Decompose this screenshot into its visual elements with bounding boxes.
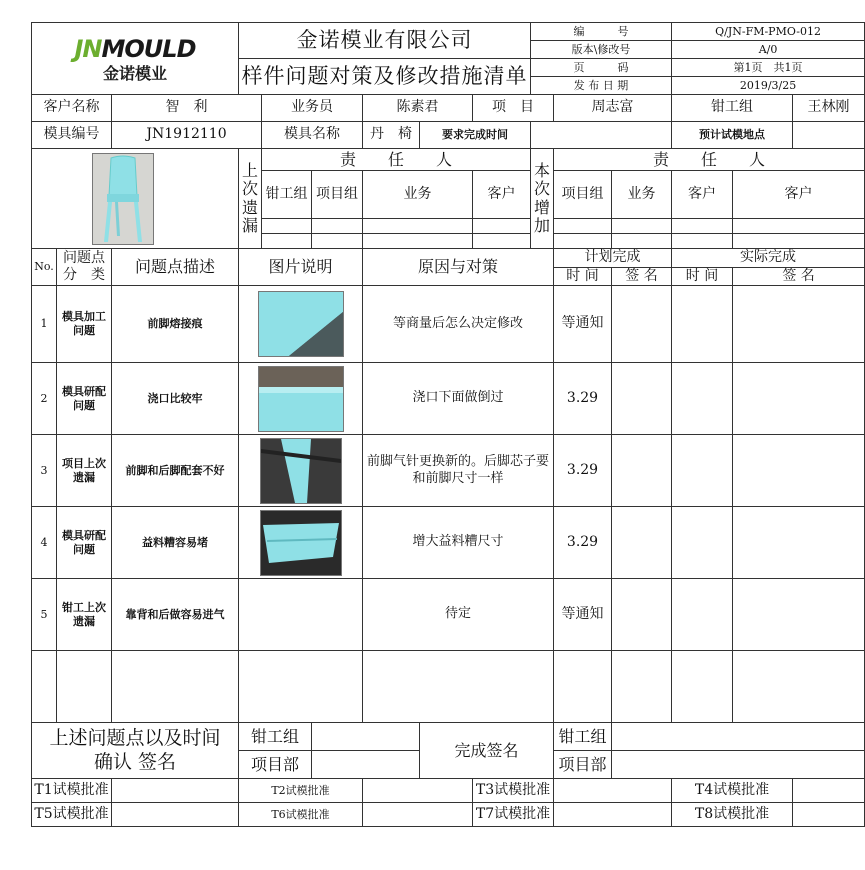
col-plan-time: 时 间 <box>554 267 612 286</box>
col-pic: 图片说明 <box>239 249 363 286</box>
sample-photo-cell <box>32 149 239 249</box>
resp-col-project: 项目组 <box>312 171 363 219</box>
resp-title-left: 责 任 人 <box>262 149 531 171</box>
trial-value <box>793 122 865 149</box>
trial-approval-4: T4试模批准 <box>672 779 793 803</box>
issue-no: 2 <box>32 363 57 435</box>
issue-desc: 益料糟容易堵 <box>112 507 239 579</box>
issue-photo-cell <box>239 286 363 363</box>
trial-approval-3: T3试模批准 <box>473 779 554 803</box>
footer-fitter-2: 钳工组 <box>554 723 612 751</box>
meta-label-1: 编 号 <box>531 23 672 41</box>
project-value: 周志富 <box>554 95 672 122</box>
fitter-value: 王林刚 <box>793 95 865 122</box>
col-no: No. <box>32 249 57 286</box>
meta-value-3: 第1页 共1页 <box>672 59 865 77</box>
col-cause: 原因与对策 <box>363 249 554 286</box>
issue-category: 模具研配问题 <box>57 507 112 579</box>
issue-photo <box>258 291 344 357</box>
company-logo-cn: 金诺模业 <box>102 63 167 83</box>
issue-cause: 待定 <box>363 579 554 651</box>
trial-approval-8: T8试模批准 <box>672 803 793 827</box>
issue-photo <box>258 366 344 432</box>
issue-plan-time: 等通知 <box>554 286 612 363</box>
table-row <box>32 435 865 507</box>
issue-category: 模具加工问题 <box>57 286 112 363</box>
issue-no: 1 <box>32 286 57 363</box>
resp-col-customer: 客户 <box>473 171 531 219</box>
resp-col-sales-r: 业务 <box>612 171 672 219</box>
issue-no: 5 <box>32 579 57 651</box>
done-sign-label: 完成签名 <box>420 723 554 779</box>
mold-no-value: JN1912110 <box>112 122 262 149</box>
trial-approval-2: T2试模批准 <box>239 779 363 803</box>
logo-cell <box>32 23 239 95</box>
meta-label-4: 发 布 日 期 <box>531 77 672 95</box>
issue-photo-cell <box>239 363 363 435</box>
footer-project-2: 项目部 <box>554 751 612 779</box>
issue-photo <box>260 438 342 504</box>
resp-col-customer-r: 客户 <box>672 171 733 219</box>
resp-col-fitter: 钳工组 <box>262 171 312 219</box>
trial-approval-5: T5试模批准 <box>32 803 112 827</box>
issue-cause: 浇口下面做倒过 <box>363 363 554 435</box>
sample-chair-photo <box>92 153 154 245</box>
project-label: 项 目 <box>473 95 554 122</box>
footer-project: 项目部 <box>239 751 312 779</box>
form-title: 样件问题对策及修改措施清单 <box>239 59 531 95</box>
fitter-label: 钳工组 <box>672 95 793 122</box>
meta-value-1: Q/JN-FM-PMO-012 <box>672 23 865 41</box>
issue-photo <box>260 510 342 576</box>
customer-label: 客户名称 <box>32 95 112 122</box>
resp-col-project-r: 项目组 <box>554 171 612 219</box>
meta-label-2: 版本\修改号 <box>531 41 672 59</box>
trial-approval-1: T1试模批准 <box>32 779 112 803</box>
sales-label: 业务员 <box>262 95 363 122</box>
col-plan-sign: 签 名 <box>612 267 672 286</box>
due-value <box>531 122 672 149</box>
issue-desc: 前脚和后脚配套不好 <box>112 435 239 507</box>
resp-col-customer-r2: 客户 <box>733 171 865 219</box>
issue-plan-time: 3.29 <box>554 435 612 507</box>
issue-plan-time: 3.29 <box>554 507 612 579</box>
company-name: 金诺模业有限公司 <box>239 23 531 59</box>
mold-no-label: 模具编号 <box>32 122 112 149</box>
company-logo: JNMOULD <box>74 34 196 63</box>
issue-category: 钳工上次遗漏 <box>57 579 112 651</box>
col-category: 问题点分 类 <box>57 249 112 286</box>
mold-name-label: 模具名称 <box>262 122 363 149</box>
confirm-label: 上述问题点以及时间 确认 签名 <box>32 723 239 779</box>
form-table <box>31 22 865 827</box>
issue-category: 项目上次遗漏 <box>57 435 112 507</box>
issue-cause: 等商量后怎么决定修改 <box>363 286 554 363</box>
sales-value: 陈素君 <box>363 95 473 122</box>
meta-value-2: A/0 <box>672 41 865 59</box>
issue-cause: 前脚气针更换新的。后脚芯子要和前脚尺寸一样 <box>363 435 554 507</box>
footer-fitter: 钳工组 <box>239 723 312 751</box>
last-missed-label: 上 次 遗 漏 <box>239 149 262 249</box>
form-sheet <box>31 22 850 827</box>
mold-name-value: 丹 椅 <box>363 122 420 149</box>
col-desc: 问题点描述 <box>112 249 239 286</box>
this-added-label: 本 次 增 加 <box>531 149 554 249</box>
issue-no: 3 <box>32 435 57 507</box>
meta-label-3: 页 码 <box>531 59 672 77</box>
issue-no: 4 <box>32 507 57 579</box>
table-row <box>32 579 865 651</box>
trial-approval-6: T6试模批准 <box>239 803 363 827</box>
col-actual-sign: 签 名 <box>733 267 865 286</box>
issue-photo-cell <box>239 435 363 507</box>
col-plan: 计划完成 <box>554 249 672 268</box>
issue-category: 模具研配问题 <box>57 363 112 435</box>
due-label: 要求完成时间 <box>420 122 531 149</box>
resp-col-sales: 业务 <box>363 171 473 219</box>
trial-approval-7: T7试模批准 <box>473 803 554 827</box>
meta-value-4: 2019/3/25 <box>672 77 865 95</box>
issue-cause: 增大益料糟尺寸 <box>363 507 554 579</box>
issue-plan-time: 等通知 <box>554 579 612 651</box>
resp-title-right: 责 任 人 <box>554 149 865 171</box>
issue-photo-cell <box>239 507 363 579</box>
table-row-empty <box>32 651 865 723</box>
col-actual: 实际完成 <box>672 249 865 268</box>
issue-desc: 浇口比较牢 <box>112 363 239 435</box>
issue-desc: 靠背和后做容易进气 <box>112 579 239 651</box>
table-row <box>32 507 865 579</box>
issue-desc: 前脚熔接痕 <box>112 286 239 363</box>
col-actual-time: 时 间 <box>672 267 733 286</box>
issue-plan-time: 3.29 <box>554 363 612 435</box>
table-row <box>32 363 865 435</box>
customer-value: 智 利 <box>112 95 262 122</box>
table-row <box>32 286 865 363</box>
trial-label: 预计试模地点 <box>672 122 793 149</box>
